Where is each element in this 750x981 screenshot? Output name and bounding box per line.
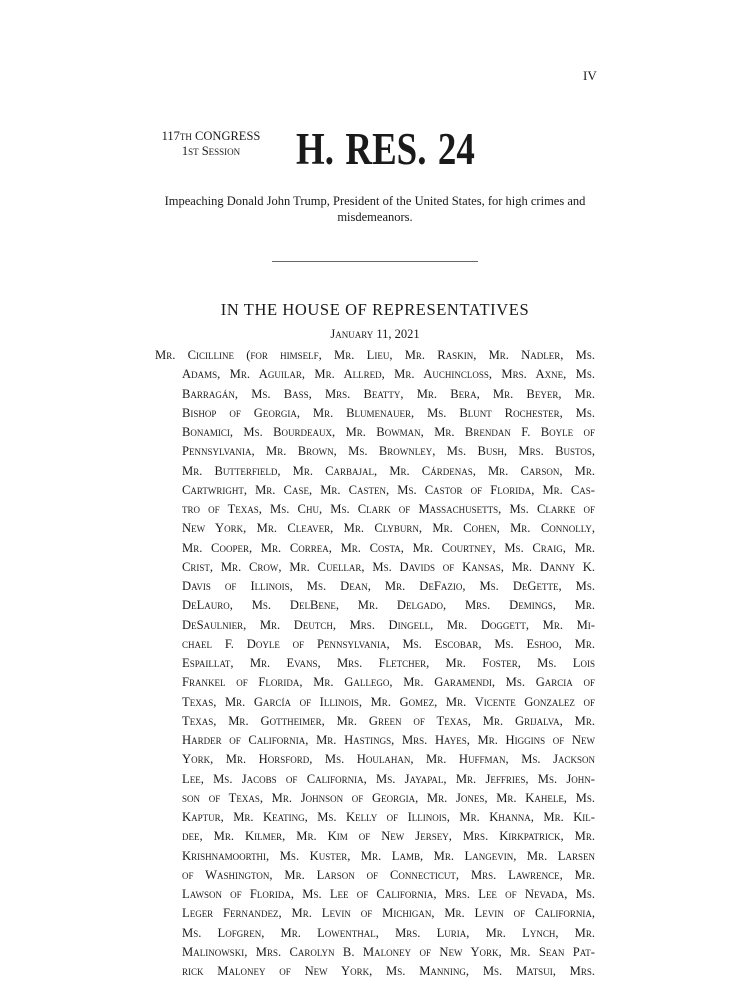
sponsor-line: Frankel of Florida, Mr. Gallego, Mr. Garamendi, Ms. Garcia of — [182, 675, 595, 690]
sponsor-line: Mr. Cooper, Mr. Correa, Mr. Costa, Mr. Courtney, Ms. Craig, Mr. — [182, 540, 595, 555]
bill-num: 24 — [437, 124, 475, 174]
sponsor-line: Krishnamoorthi, Ms. Kuster, Mr. Lamb, Mr. Langevin, Mr. Larsen — [182, 848, 595, 863]
sponsor-line: Mr. Cicilline (for himself, Mr. Lieu, Mr. Raskin, Mr. Nadler, Ms. — [155, 348, 595, 362]
sponsor-line: Crist, Mr. Crow, Mr. Cuellar, Ms. Davids of Kansas, Mr. Danny K. — [182, 559, 595, 574]
sponsor-line: Espaillat, Mr. Evans, Mrs. Fletcher, Mr. Foster, Ms. Lois — [182, 656, 595, 670]
congress-session-block — [146, 129, 276, 159]
sponsor-line: DeLauro, Ms. DelBene, Mr. Delgado, Mrs. Demings, Mr. — [182, 598, 595, 613]
sponsor-line: Leger Fernandez, Mr. Levin of Michigan, Mr. Levin of California, — [182, 906, 595, 921]
congress-label: 117th CONGRESS — [161, 129, 261, 143]
sponsor-line: son of Texas, Mr. Johnson of Georgia, Mr. Jones, Mr. Kahele, Ms. — [182, 790, 595, 805]
sponsor-line: Lee, Ms. Jacobs of California, Ms. Jayapal, Mr. Jeffries, Ms. John- — [182, 771, 595, 786]
session-label: 1st Session — [181, 144, 241, 158]
sponsors-paragraph — [155, 346, 595, 981]
sponsor-line: DeSaulnier, Mr. Deutch, Mrs. Dingell, Mr. Doggett, Mr. Mi- — [182, 617, 595, 632]
sponsor-line: Mr. Butterfield, Mr. Carbajal, Mr. Cárdenas, Mr. Carson, Mr. — [182, 463, 595, 478]
long-title: Impeaching Donald John Trump, President of the United States, for high crimes and misdemeanors. — [164, 194, 586, 224]
sponsor-line: of Washington, Mr. Larson of Connecticut, Mrs. Lawrence, Mr. — [182, 867, 595, 882]
sponsor-line: rick Maloney of New York, Ms. Manning, Ms. Matsui, Mrs. — [182, 964, 595, 978]
sponsor-line: Malinowski, Mrs. Carolyn B. Maloney of New York, Mr. Sean Pat- — [182, 944, 595, 959]
sponsor-line: tro of Texas, Ms. Chu, Ms. Clark of Massachusetts, Ms. Clarke of — [182, 502, 595, 516]
sponsor-line: Bishop of Georgia, Mr. Blumenauer, Ms. Blunt Rochester, Ms. — [182, 405, 595, 420]
divider-rule — [272, 261, 478, 262]
sponsor-line: Texas, Mr. Gottheimer, Mr. Green of Texas, Mr. Grijalva, Mr. — [182, 713, 595, 728]
sponsor-line: Pennsylvania, Mr. Brown, Ms. Brownley, Ms. Bush, Mrs. Bustos, — [182, 444, 595, 459]
sponsor-line: Harder of California, Mr. Hastings, Mrs. Hayes, Mr. Higgins of New — [182, 733, 595, 747]
sponsor-line: chael F. Doyle of Pennsylvania, Ms. Escobar, Ms. Eshoo, Mr. — [182, 636, 595, 651]
sponsor-line: Cartwright, Mr. Case, Mr. Casten, Ms. Castor of Florida, Mr. Cas- — [182, 482, 595, 497]
sponsor-line: Texas, Mr. García of Illinois, Mr. Gomez, Mr. Vicente Gonzalez of — [182, 694, 595, 709]
sponsor-line: Bonamici, Ms. Bourdeaux, Mr. Bowman, Mr. Brendan F. Boyle of — [182, 425, 595, 439]
page-folio: IV — [583, 68, 597, 83]
bill-type: RES. — [345, 124, 427, 174]
bill-number — [296, 124, 475, 174]
sponsor-line: Ms. Lofgren, Mr. Lowenthal, Mrs. Luria, Mr. Lynch, Mr. — [182, 925, 595, 940]
sponsor-line: Kaptur, Mr. Keating, Ms. Kelly of Illinois, Mr. Khanna, Mr. Kil- — [182, 810, 595, 824]
sponsor-line: Barragán, Ms. Bass, Mrs. Beatty, Mr. Bera, Mr. Beyer, Mr. — [182, 386, 595, 401]
chamber-heading: IN THE HOUSE OF REPRESENTATIVES — [220, 300, 530, 319]
sponsor-line: New York, Mr. Cleaver, Mr. Clyburn, Mr. Cohen, Mr. Connolly, — [182, 521, 595, 536]
sponsor-line: York, Mr. Horsford, Ms. Houlahan, Mr. Huffman, Ms. Jackson — [182, 752, 595, 767]
introduction-date: January 11, 2021 — [330, 327, 420, 341]
sponsor-line: dee, Mr. Kilmer, Mr. Kim of New Jersey, Mrs. Kirkpatrick, Mr. — [182, 829, 595, 844]
sponsor-line: Davis of Illinois, Ms. Dean, Mr. DeFazio, Ms. DeGette, Ms. — [182, 579, 595, 593]
sponsor-line: Lawson of Florida, Ms. Lee of California, Mrs. Lee of Nevada, Ms. — [182, 887, 595, 901]
sponsor-line: Adams, Mr. Aguilar, Mr. Allred, Mr. Auchincloss, Mrs. Axne, Ms. — [182, 367, 595, 382]
bill-prefix: H. — [296, 124, 334, 174]
